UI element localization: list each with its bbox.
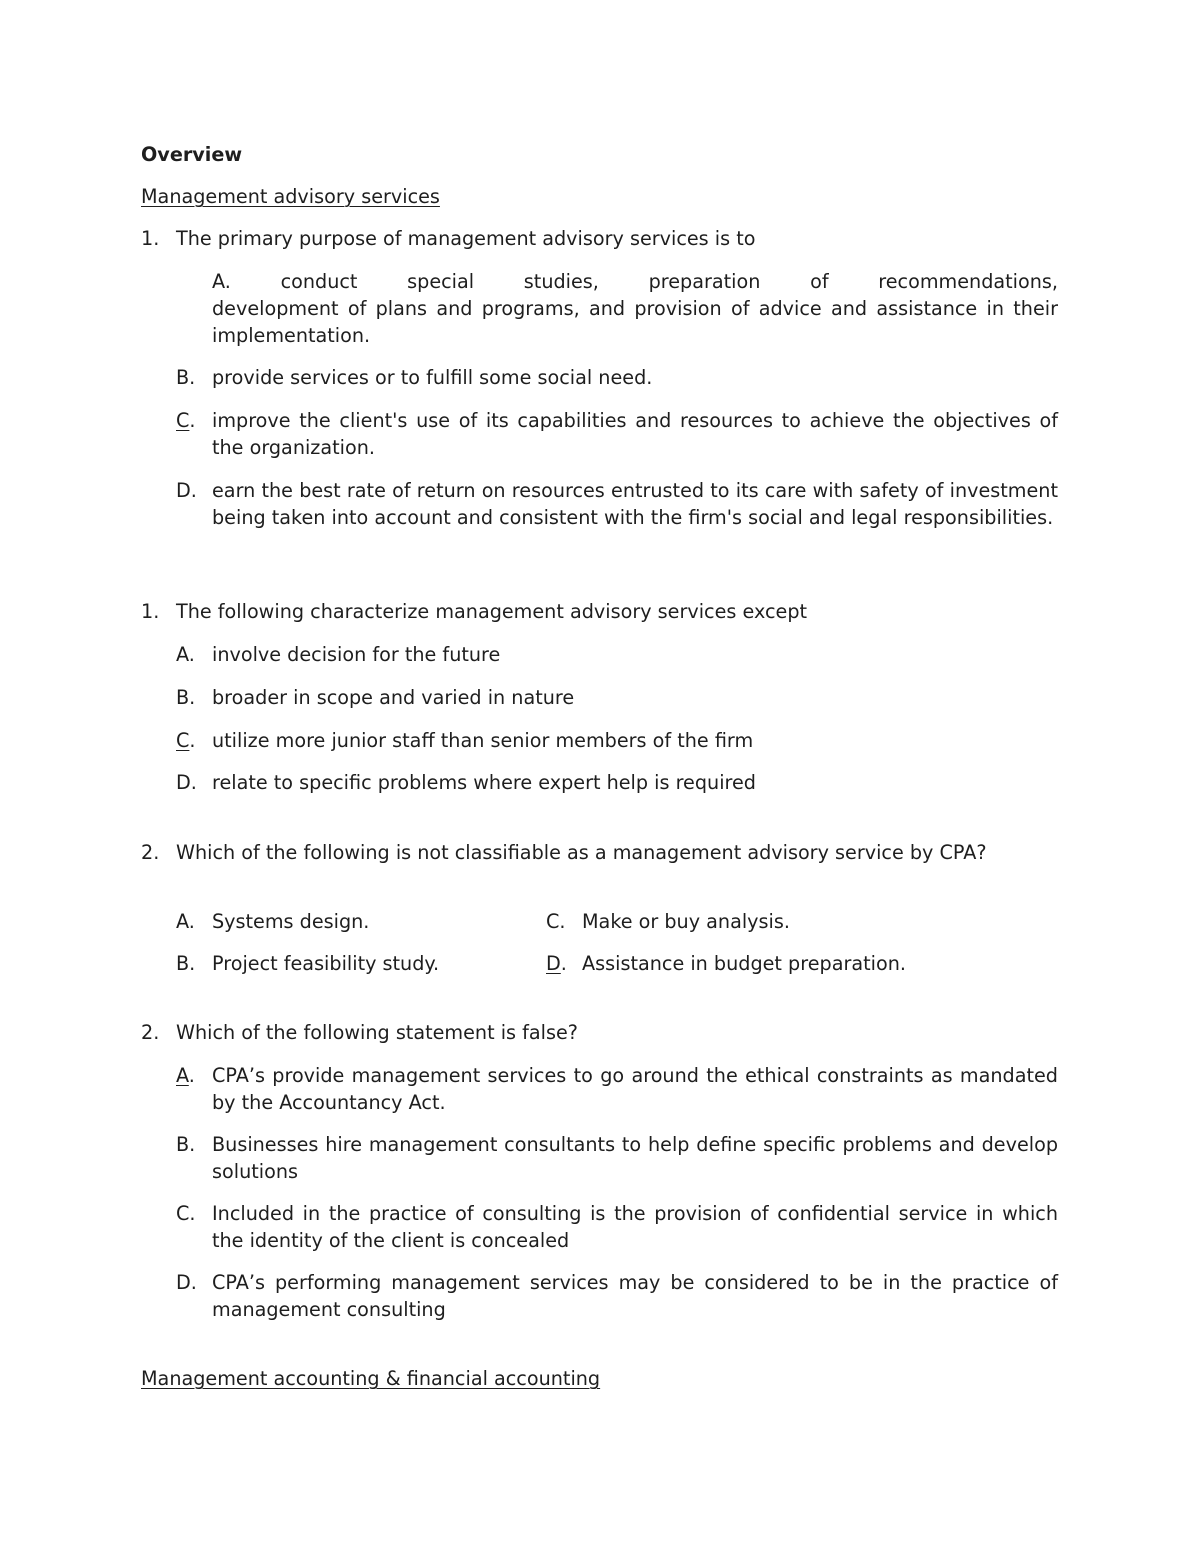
option-letter: B. (176, 366, 196, 389)
option-text: Businesses hire management consultants to help define specific problems and develop solutions (212, 1133, 1058, 1183)
option-line-1: conduct special studies, preparation of recommendations, (280, 270, 1058, 293)
option-text: Assistance in budget preparation. (582, 952, 906, 975)
section-title-management-accounting: Management accounting & financial accounting (141, 1367, 601, 1390)
option-text: earn the best rate of return on resources entrusted to its care with safety of investment being taken into account and consistent with the firm's social and legal responsibilities. (212, 479, 1058, 529)
letter-dot: . (189, 409, 196, 432)
option-text: Systems design. (212, 910, 370, 933)
option-letter: B. (176, 686, 196, 709)
option-a-continued: development of plans and programs, and provision of advice and assistance in their implementation. (212, 297, 1058, 347)
option-text: involve decision for the future (212, 643, 501, 666)
option-letter: A. (212, 270, 231, 293)
page-heading: Overview (141, 143, 243, 166)
answer-key-letter (176, 407, 210, 434)
answer-letter: D (546, 952, 561, 975)
option-letter: D. (176, 1271, 197, 1294)
option-text: Make or buy analysis. (582, 910, 790, 933)
question-number: 1. (141, 227, 160, 250)
question-number: 1. (141, 600, 160, 623)
option-text: broader in scope and varied in nature (212, 686, 575, 709)
question-text: The following characterize management advisory services except (176, 600, 808, 623)
option-text: Project feasibility study. (212, 952, 440, 975)
question-text: Which of the following statement is false? (176, 1021, 578, 1044)
letter-dot: . (188, 1064, 195, 1087)
option-letter: D. (176, 771, 197, 794)
option-letter: C. (176, 1202, 196, 1225)
letter-dot: . (560, 952, 567, 975)
option-a (212, 268, 1058, 295)
answer-letter: A (176, 1064, 189, 1087)
option-text: provide services or to fulfill some social need. (212, 366, 653, 389)
question-text: The primary purpose of management advisory services is to (176, 227, 756, 250)
option-letter: B. (176, 1133, 196, 1156)
option-letter: C. (546, 910, 566, 933)
answer-letter: C (176, 729, 190, 752)
answer-key-letter (546, 950, 580, 977)
answer-key-letter (176, 1062, 210, 1089)
option-text: relate to specific problems where expert help is required (212, 771, 756, 794)
option-text: improve the client's use of its capabilities and resources to achieve the objectives of the organization. (212, 409, 1058, 459)
section-title-management-advisory-services: Management advisory services (141, 185, 440, 208)
option-text: CPA’s provide management services to go around the ethical constraints as mandated by the Accountancy Act. (212, 1064, 1058, 1114)
question-number: 2. (141, 1021, 160, 1044)
option-text: Included in the practice of consulting is the provision of confidential service in which the identity of the client is concealed (212, 1202, 1058, 1252)
option-letter: A. (176, 643, 195, 666)
option-letter: B. (176, 952, 196, 975)
answer-letter: C (176, 409, 190, 432)
question-number: 2. (141, 841, 160, 864)
option-text: CPA’s performing management services may be considered to be in the practice of management consulting (212, 1271, 1058, 1321)
option-letter: A. (176, 910, 195, 933)
answer-key-letter (176, 727, 210, 754)
letter-dot: . (189, 729, 196, 752)
option-letter: D. (176, 479, 197, 502)
question-text: Which of the following is not classifiable as a management advisory service by CPA? (176, 841, 987, 864)
option-text: utilize more junior staff than senior members of the firm (212, 729, 754, 752)
